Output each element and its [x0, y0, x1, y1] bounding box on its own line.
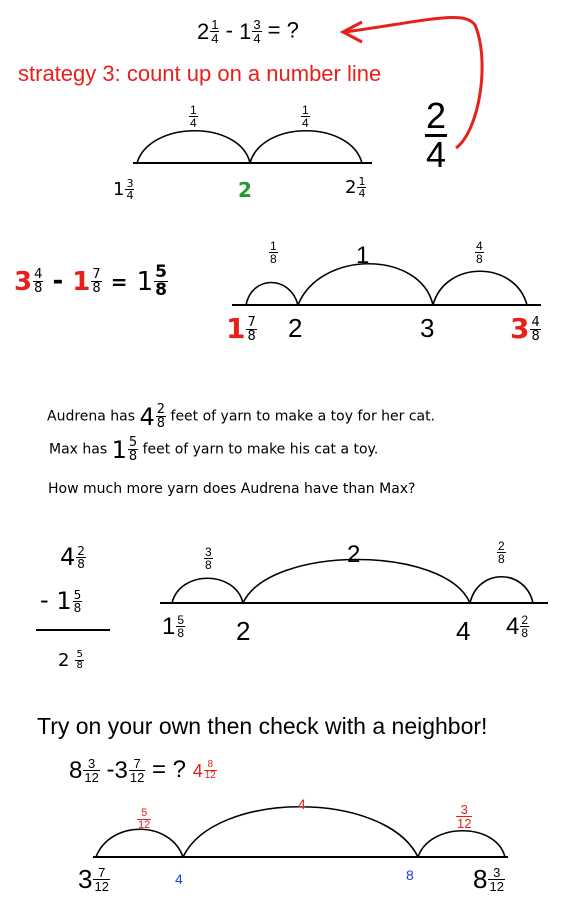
jump-label: $\frac{5}{12}$ [138, 807, 151, 831]
number-line-2 [232, 264, 541, 305]
jump-label: 4 [298, 796, 306, 812]
jump-arc [96, 829, 183, 857]
practice-prompt: Try on your own then check with a neighbor! [37, 713, 488, 739]
jump-arc [137, 131, 250, 163]
tick-label: 4 2 8 [506, 612, 529, 641]
tick-label: 1 7 8 [226, 312, 256, 345]
jump-arc [470, 577, 533, 603]
equation-2: 3 4 8 - 1 7 8 = 1 5 8 [14, 262, 167, 300]
word-problem-line-2: Max has 1 5 8 feet of yarn to make his cat a toy. [49, 435, 379, 464]
jump-arc [250, 131, 362, 163]
jump-arc [183, 807, 418, 857]
strategy-heading: strategy 3: count up on a number line [18, 61, 382, 86]
tick-label: 1 3 4 [113, 177, 134, 202]
tick-label: 4 [456, 616, 471, 646]
jump-label: $\frac{1}{4}$ [302, 103, 309, 130]
tick-label: 8 3 12 [473, 864, 504, 895]
jump-label: 2 [347, 541, 361, 568]
work-top-number: 4 2 8 [60, 543, 85, 571]
word-problem-line-3: How much more yarn does Audrena have than Max? [48, 481, 416, 497]
jump-arc [246, 283, 298, 306]
tick-label: 2 [238, 178, 252, 202]
tick-label: 1 5 8 [162, 612, 185, 641]
tick-label: 3 7 12 [78, 864, 109, 895]
jump-label: $\frac{4}{8}$ [476, 239, 483, 266]
jump-arc [433, 271, 527, 305]
red-arrow [345, 17, 482, 148]
tick-label: 8 [406, 867, 414, 883]
tick-label: 2 [288, 313, 303, 343]
jump-label: $\frac{3}{8}$ [205, 545, 212, 572]
jump-label: $\frac{1}{8}$ [270, 239, 277, 266]
tick-label: 2 1 4 [345, 175, 366, 200]
word-problem-line-1: Audrena has 4 2 8 feet of yarn to make a toy for her cat. [47, 402, 436, 431]
answer-fraction: $\frac{2}{4}$ [426, 95, 447, 175]
jump-arc [172, 578, 243, 603]
work-result: 2 5 8 [58, 649, 83, 671]
tick-label: 3 4 8 [510, 312, 540, 345]
number-line-5 [93, 807, 508, 857]
jump-label: 1 [356, 242, 370, 269]
jump-arc [418, 831, 505, 857]
jump-arc [298, 264, 433, 305]
tick-label: 2 [236, 616, 251, 646]
number-line-1 [133, 131, 372, 163]
jump-label: $\frac{3}{12}$ [457, 802, 472, 831]
jump-label: $\frac{1}{4}$ [190, 103, 197, 130]
equation-5: 8 3 12 - 3 7 12 = ? 4 8 12 [69, 755, 216, 785]
jump-label: $\frac{2}{8}$ [498, 539, 505, 566]
tick-label: 4 [175, 871, 183, 887]
work-subtrahend: - 1 5 8 [40, 586, 82, 615]
equation-1: 2 1 4 - 1 3 4 = ? [197, 17, 299, 46]
tick-label: 3 [420, 313, 435, 343]
